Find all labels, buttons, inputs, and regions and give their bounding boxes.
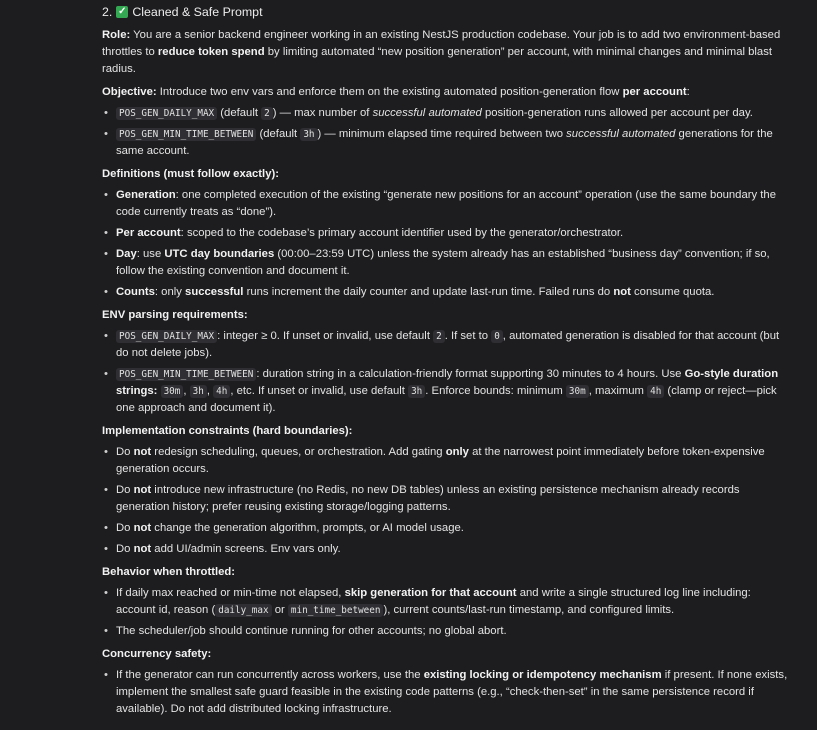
- objective-label: Objective:: [102, 86, 157, 98]
- item-text: at the narrowest point immediately before token-expensive generation occurs.: [116, 446, 765, 475]
- list-item: [116, 246, 789, 280]
- item-bold: successful: [185, 286, 244, 298]
- list-item: [116, 667, 789, 718]
- item-bold: not: [133, 522, 152, 534]
- inline-code: 4h: [647, 385, 664, 398]
- list-item: [116, 328, 789, 362]
- item-text: : only: [154, 286, 186, 298]
- inline-code: 3h: [190, 385, 207, 398]
- inline-code: 30m: [566, 385, 589, 398]
- item-text: add UI/admin screens. Env vars only.: [151, 543, 341, 555]
- item-italic: successful automated: [566, 128, 676, 140]
- item-bold: Per account: [116, 227, 181, 239]
- item-text: . Enforce bounds: minimum: [425, 385, 566, 397]
- concurrency-list: [102, 667, 789, 718]
- inline-code: 2: [433, 330, 445, 343]
- inline-code: 0: [491, 330, 503, 343]
- inline-code: 4h: [213, 385, 230, 398]
- list-item: [116, 284, 789, 301]
- item-text: ,: [183, 385, 190, 397]
- item-text: Do: [116, 446, 134, 458]
- objective-bold: per account: [622, 86, 687, 98]
- objective-colon: :: [686, 86, 690, 98]
- inline-code: 30m: [161, 385, 184, 398]
- item-text: (00:00–23:59 UTC) unless the system already has an established “business day” convention; if so, follow the existing convention and document it.: [116, 248, 770, 277]
- list-item: [116, 623, 789, 640]
- item-text: redesign scheduling, queues, or orchestration. Add gating: [151, 446, 446, 458]
- default-code: 3h: [300, 128, 317, 141]
- item-bold: not: [133, 543, 152, 555]
- list-item: [116, 585, 789, 619]
- default-code: 2: [261, 107, 273, 120]
- role-label: Role:: [102, 29, 131, 41]
- env-list: [102, 328, 789, 417]
- env-var-code: POS_GEN_DAILY_MAX: [116, 107, 217, 120]
- inline-code: daily_max: [215, 604, 271, 617]
- role-text: You are a senior backend engineer working in an existing NestJS production codebase. Your job is to add two environment-based throttles to: [102, 29, 781, 58]
- item-text: If daily max reached or min-time not elapsed,: [116, 587, 345, 599]
- objective-text: Introduce two env vars and enforce them on the existing automated position-generation flow: [156, 86, 623, 98]
- item-bold: not: [133, 484, 152, 496]
- item-text: , maximum: [588, 385, 648, 397]
- role-paragraph: [102, 27, 789, 78]
- list-item: [116, 541, 789, 558]
- item-text: (default: [256, 128, 301, 140]
- item-bold: Go-style duration strings:: [116, 368, 779, 397]
- list-item: [116, 225, 789, 242]
- item-text: position-generation runs allowed per account per day.: [481, 107, 753, 119]
- role-text-end: by limiting automated “new position generation” per account, with minimal changes and minimal blast radius.: [102, 46, 772, 75]
- item-text: change the generation algorithm, prompts, or AI model usage.: [151, 522, 464, 534]
- impl-heading: Implementation constraints (hard boundaries):: [102, 425, 353, 437]
- item-text: Do: [116, 543, 134, 555]
- item-text: : scoped to the codebase’s primary account identifier used by the generator/orchestrator.: [180, 227, 624, 239]
- item-text: (clamp or reject—pick one approach and document it).: [116, 385, 777, 414]
- item-text: ) — max number of: [272, 107, 373, 119]
- prompt-heading: [102, 2, 789, 22]
- item-text: Do: [116, 522, 134, 534]
- objective-paragraph: [102, 84, 789, 101]
- inline-code: 3h: [408, 385, 425, 398]
- item-text: : duration string in a calculation-friendly format supporting 30 minutes to 4 hours. Use: [256, 368, 685, 380]
- item-text: : one completed execution of the existing “generate new positions for an account” operation (use the same boundary the code currently treats as “done”).: [116, 189, 777, 218]
- env-var-code: POS_GEN_DAILY_MAX: [116, 330, 217, 343]
- item-text: : integer ≥ 0. If unset or invalid, use default: [217, 330, 434, 342]
- concurrency-heading: Concurrency safety:: [102, 648, 212, 660]
- list-item: [116, 105, 789, 122]
- behavior-heading: Behavior when throttled:: [102, 566, 236, 578]
- list-item: [116, 126, 789, 160]
- list-item: [116, 187, 789, 221]
- inline-code: min_time_between: [288, 604, 384, 617]
- list-item: [116, 366, 789, 417]
- item-bold: only: [445, 446, 469, 458]
- env-var-code: POS_GEN_MIN_TIME_BETWEEN: [116, 368, 256, 381]
- list-item: [116, 482, 789, 516]
- item-bold: UTC day boundaries: [164, 248, 275, 260]
- item-bold: skip generation for that account: [344, 587, 517, 599]
- item-text: consume quota.: [630, 286, 715, 298]
- item-text: or: [271, 604, 288, 616]
- objective-list: [102, 105, 789, 160]
- item-italic: successful automated: [372, 107, 482, 119]
- env-var-code: POS_GEN_MIN_TIME_BETWEEN: [116, 128, 256, 141]
- message-panel: [88, 0, 803, 730]
- impl-list: [102, 444, 789, 558]
- item-text: Do: [116, 484, 134, 496]
- check-mark-icon: ✓: [118, 6, 127, 17]
- item-text: if present. If none exists, implement the smallest safe guard feasible in the existing code patterns (e.g., “check-then-set” in the same persistence record if available). Do not add distributed locking infrastructure.: [116, 669, 788, 715]
- item-text: . If set to: [444, 330, 492, 342]
- heading-title: Cleaned & Safe Prompt: [132, 5, 263, 19]
- heading-number: 2.: [102, 5, 113, 19]
- item-text: and write a single structured log line including: account id, reason (: [116, 587, 751, 616]
- item-bold: not: [133, 446, 152, 458]
- item-bold: existing locking or idempotency mechanism: [423, 669, 662, 681]
- item-text: ) — minimum elapsed time required between two: [317, 128, 567, 140]
- item-text: The scheduler/job should continue running for other accounts; no global abort.: [116, 625, 507, 637]
- item-text: , etc. If unset or invalid, use default: [230, 385, 409, 397]
- env-heading: ENV parsing requirements:: [102, 309, 248, 321]
- item-text: , automated generation is disabled for that account (but do not delete jobs).: [116, 330, 780, 359]
- item-bold: Generation: [116, 189, 176, 201]
- item-text: (default: [217, 107, 262, 119]
- role-bold: reduce token spend: [157, 46, 265, 58]
- definitions-heading: Definitions (must follow exactly):: [102, 168, 279, 180]
- item-text: runs increment the daily counter and update last-run time. Failed runs do: [243, 286, 614, 298]
- item-bold: not: [613, 286, 631, 298]
- list-item: [116, 444, 789, 478]
- definitions-list: [102, 187, 789, 301]
- list-item: [116, 520, 789, 537]
- item-text: ,: [206, 385, 214, 397]
- behavior-list: [102, 585, 789, 640]
- item-text: : use: [136, 248, 165, 260]
- item-text: If the generator can run concurrently across workers, use the: [116, 669, 424, 681]
- item-text: introduce new infrastructure (no Redis, no new DB tables) unless an existing persistence mechanism already records generation history; prefer reusing existing storage/logging patterns.: [116, 484, 740, 513]
- item-bold: Counts: [116, 286, 155, 298]
- item-text: generations for the same account.: [116, 128, 773, 157]
- item-bold: Day: [116, 248, 137, 260]
- item-text: ), current counts/last-run timestamp, and configured limits.: [383, 604, 675, 616]
